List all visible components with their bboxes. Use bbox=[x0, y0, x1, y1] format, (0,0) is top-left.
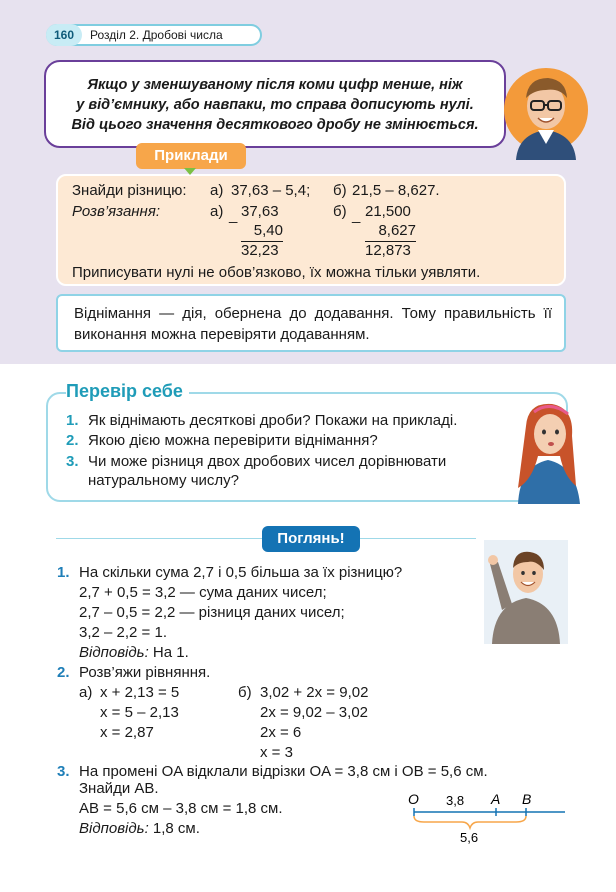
equation-line: 2x = 6 bbox=[260, 724, 302, 741]
question-number: 1. bbox=[66, 412, 79, 429]
examples-note: Приписувати нулі не обов’язково, їх можна тільки уявляти. bbox=[72, 264, 481, 281]
problem-1-question: На скільки сума 2,7 і 0,5 більша за їх різницю? bbox=[79, 564, 403, 581]
bubble-text bbox=[46, 75, 504, 135]
section-title: Розділ 2. Дробові числа bbox=[90, 28, 223, 42]
ob-length-label: 5,6 bbox=[460, 830, 479, 844]
problem-1-line: 2,7 – 0,5 = 2,2 — різниця даних чисел; bbox=[79, 604, 345, 621]
problem-3-question: На промені OA відклали відрізки OA = 3,8 см і OB = 5,6 см. bbox=[79, 763, 488, 780]
a-minuend: 37,63 bbox=[241, 203, 279, 220]
task-a-expr: 37,63 – 5,4; bbox=[231, 182, 311, 199]
problem-2-a-label: а) bbox=[79, 684, 93, 701]
check-yourself-title: Перевір себе bbox=[66, 381, 189, 402]
page-number: 160 bbox=[46, 24, 82, 46]
question-text: Як віднімають десяткові дроби? Покажи на прикладі. bbox=[88, 412, 458, 429]
solution-b-label: б) bbox=[333, 203, 347, 220]
point-b-label: B bbox=[522, 791, 532, 807]
problem-2-b-label: б) bbox=[238, 684, 252, 701]
rule-text: Віднімання — дія, обернена до додавання. Тому правильність її виконання можна перевіряти додаванням. bbox=[74, 305, 552, 343]
problem-3-calc: AB = 5,6 см – 3,8 см = 1,8 см. bbox=[79, 800, 283, 817]
equation-line: 3,02 + 2x = 9,02 bbox=[260, 684, 369, 701]
minus-sign-b: _ bbox=[352, 207, 361, 224]
problem-number: 2. bbox=[57, 664, 70, 681]
boy-with-glasses-illustration bbox=[504, 64, 588, 160]
girl-illustration bbox=[498, 396, 594, 504]
problem-1-answer bbox=[79, 643, 189, 663]
ob-brace bbox=[414, 816, 526, 828]
problem-1-line: 3,2 – 2,2 = 1. bbox=[79, 624, 167, 641]
b-subtrahend: 8,627 bbox=[365, 221, 416, 242]
bubble-line: Від цього значення десяткового дробу не змінюється. bbox=[71, 117, 479, 133]
oa-length-label: 3,8 bbox=[446, 793, 465, 808]
equation-line: x = 2,87 bbox=[100, 724, 154, 741]
task-b-expr: 21,5 – 8,627. bbox=[352, 182, 440, 199]
examples-tag: Приклади bbox=[136, 143, 246, 169]
problem-number: 3. bbox=[57, 763, 70, 780]
problem-3-answer bbox=[79, 819, 200, 839]
b-result: 12,873 bbox=[365, 242, 411, 259]
solution-a-label: а) bbox=[210, 203, 224, 220]
equation-line: x = 5 – 2,13 bbox=[100, 704, 179, 721]
question-text-cont: натуральному числу? bbox=[88, 472, 239, 489]
answer-value: На 1. bbox=[152, 644, 189, 661]
b-minuend: 21,500 bbox=[365, 203, 411, 220]
task-label: Знайди різницю: bbox=[72, 182, 187, 199]
rule-box bbox=[56, 294, 566, 352]
boy-pointing-illustration bbox=[484, 540, 568, 644]
bubble-line: Якщо у зменшуваному після коми цифр менше, ніж bbox=[87, 77, 463, 93]
question-number: 2. bbox=[66, 432, 79, 449]
ray-diagram bbox=[400, 788, 570, 844]
problem-2-question: Розв’яжи рівняння. bbox=[79, 664, 211, 681]
point-o-label: O bbox=[408, 791, 419, 807]
look-tag: Поглянь! bbox=[262, 526, 360, 552]
equation-line: x = 3 bbox=[260, 744, 293, 761]
task-a-label: а) bbox=[210, 182, 224, 199]
bubble-line: у від’ємнику, або навпаки, то справа дописують нулі. bbox=[76, 97, 474, 113]
question-text: Якою дією можна перевірити віднімання? bbox=[88, 432, 378, 449]
question-text: Чи може різниця двох дробових чисел дорівнювати bbox=[88, 453, 447, 470]
answer-value: 1,8 см. bbox=[152, 820, 200, 837]
a-result: 32,23 bbox=[241, 242, 279, 259]
problem-1-line: 2,7 + 0,5 = 3,2 — сума даних чисел; bbox=[79, 584, 327, 601]
answer-label: Відповідь: bbox=[79, 820, 149, 837]
task-b-label: б) bbox=[333, 182, 347, 199]
problem-3-question-cont: Знайди AB. bbox=[79, 780, 159, 797]
equation-line: x + 2,13 = 5 bbox=[100, 684, 180, 701]
point-a-label: A bbox=[491, 791, 501, 807]
solution-label: Розв’язання: bbox=[72, 203, 160, 220]
a-subtrahend: 5,40 bbox=[241, 221, 283, 242]
problem-number: 1. bbox=[57, 564, 70, 581]
answer-label: Відповідь: bbox=[79, 644, 149, 661]
equation-line: 2x = 9,02 – 3,02 bbox=[260, 704, 369, 721]
minus-sign-a: _ bbox=[229, 207, 238, 224]
page-header bbox=[46, 24, 262, 46]
question-number: 3. bbox=[66, 453, 79, 470]
examples-tag-pointer bbox=[184, 168, 196, 175]
rule-speech-bubble bbox=[44, 60, 506, 148]
